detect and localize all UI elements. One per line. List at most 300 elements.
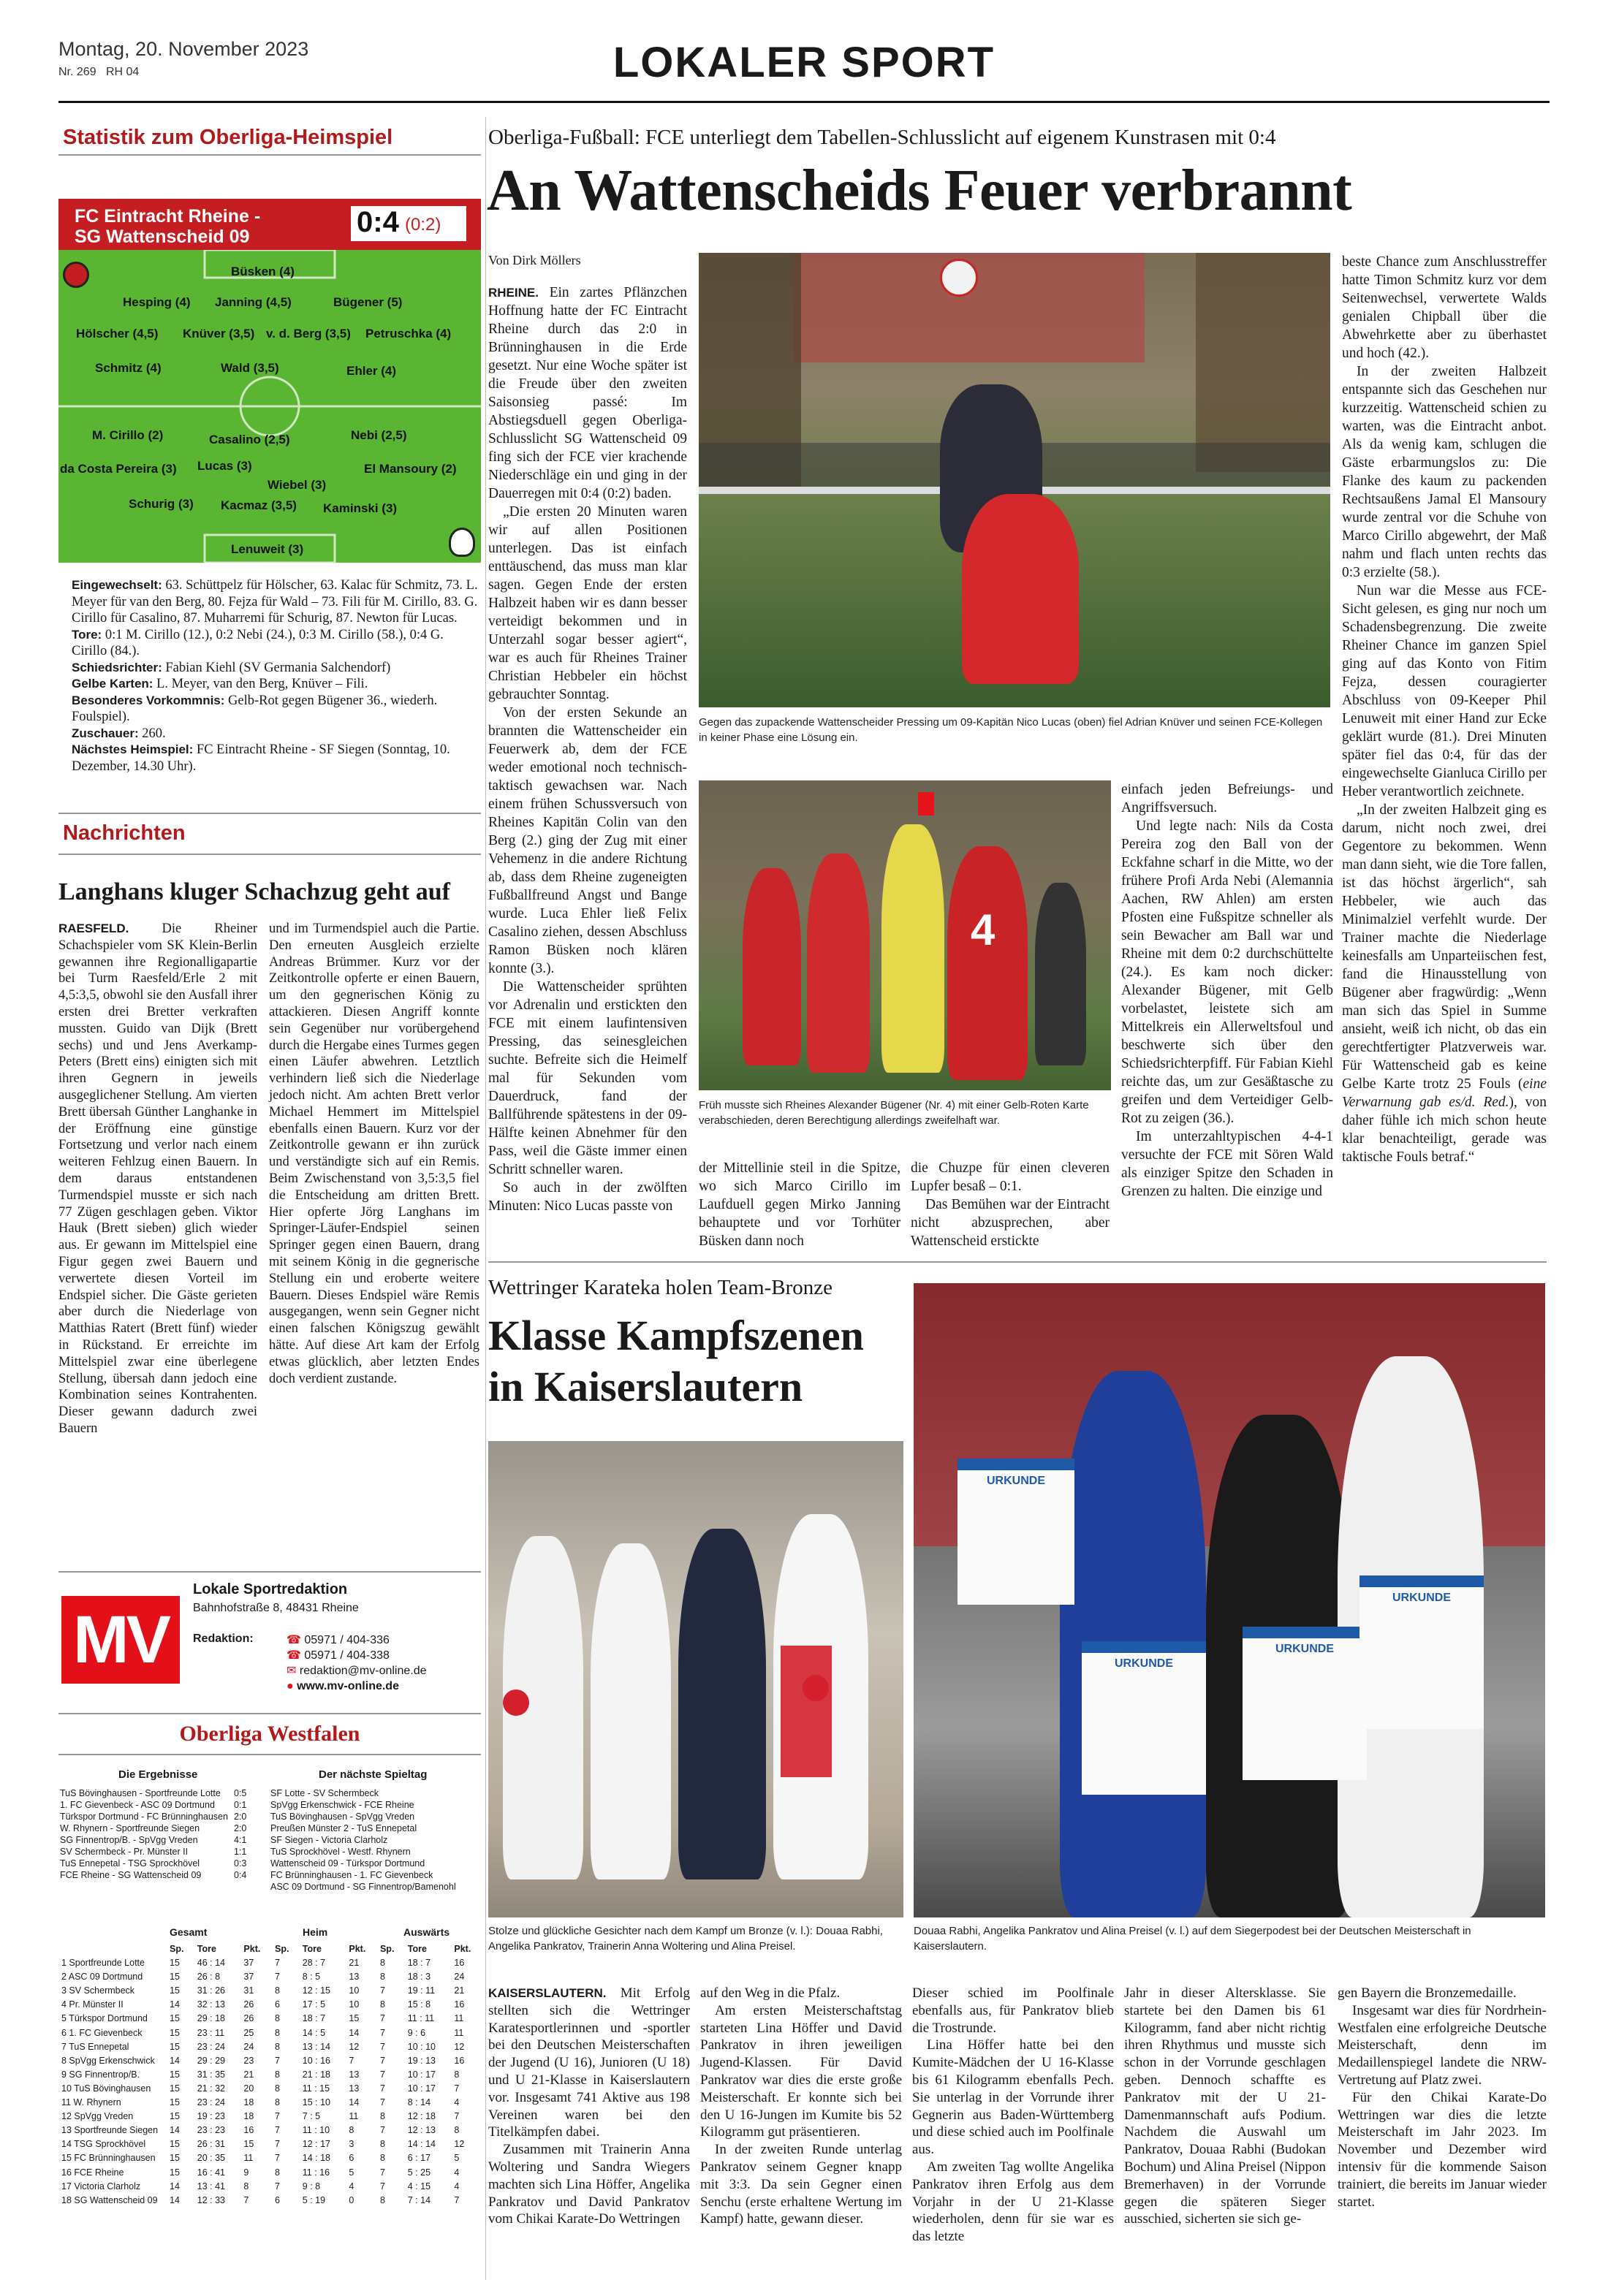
table-cell: 15	[170, 1985, 180, 1996]
table-cell: 7	[379, 2083, 385, 2094]
table-cell: 7	[274, 2139, 280, 2150]
stats-details	[72, 577, 478, 775]
table-row	[58, 1956, 482, 1970]
table-cell: 26	[243, 1999, 254, 2010]
table-cell: 8	[379, 2153, 385, 2164]
author: Von Dirk Möllers	[488, 253, 581, 267]
table-cell: 37	[243, 1972, 254, 1983]
table-team: 17 Victoria Clarholz	[61, 2181, 141, 2192]
photo-red-card	[699, 780, 1111, 1090]
table-cell: 14	[170, 2055, 180, 2066]
table-cell: 15	[170, 2069, 180, 2080]
table-cell: 18 : 3	[407, 1972, 431, 1983]
detail-line: Nächstes Heimspiel: FC Eintracht Rheine - SF Siegen (Sonntag, 10. Dezember, 14.30 Uhr).	[72, 742, 450, 774]
table-cell: 21	[349, 1958, 360, 1969]
team-home: FC Eintracht Rheine -	[75, 206, 261, 227]
table-cell: 11	[349, 2111, 359, 2122]
fixture-match: Preußen Münster 2 - TuS Ennepetal	[270, 1823, 417, 1833]
divider	[58, 154, 481, 156]
table-cell: 8	[454, 2069, 460, 2080]
table-cell: 14	[170, 1999, 180, 2010]
table-team: 12 SpVgg Vreden	[61, 2111, 134, 2122]
player-label: Schurig (3)	[129, 497, 194, 511]
table-cell: 12 : 13	[407, 2125, 436, 2136]
player-label: Hölscher (4,5)	[76, 327, 159, 341]
table-cell: 7	[379, 2181, 385, 2192]
divider	[58, 1571, 481, 1573]
main-column-3: die Chuzpe für einen cleveren Lupfer besaß – 0:1. Das Bemühen war der Eintracht nicht abzusprechen, aber Wattenscheid erstickte	[911, 1160, 1110, 1249]
table-cell: 24	[454, 1972, 465, 1983]
player-label: Casalino (2,5)	[209, 433, 290, 446]
table-cell: 7	[274, 2181, 280, 2192]
table-cell: 7	[379, 2097, 385, 2108]
result-row	[57, 1787, 249, 1799]
table-cell: 19 : 13	[407, 2055, 436, 2066]
player-label: Lucas (3)	[197, 459, 252, 473]
table-team: 15 FC Brünninghausen	[61, 2153, 156, 2164]
table-header-team	[58, 1942, 167, 1956]
table-cell: 8	[379, 1972, 385, 1983]
result-match: W. Rhynern - Sportfreunde Siegen	[60, 1823, 200, 1833]
group-auswaerts: Auswärts	[403, 1926, 450, 1938]
player-label: Hesping (4)	[123, 295, 191, 309]
soccer-ball	[940, 259, 978, 297]
table-team: 1 Sportfreunde Lotte	[61, 1958, 145, 1969]
table-team: 16 FCE Rheine	[61, 2167, 124, 2178]
table-cell: 8	[349, 2125, 354, 2136]
result-score: 4:1	[233, 1835, 247, 1845]
result-match: TuS Bövinghausen - Sportfreunde Lotte	[60, 1788, 221, 1798]
red-card	[918, 792, 934, 816]
table-cell: 5 : 19	[302, 2194, 326, 2205]
table-cell: 7	[379, 2125, 385, 2136]
table-cell: 10 : 10	[407, 2041, 436, 2052]
table-cell: 25	[243, 2027, 254, 2038]
fixture-match: TuS Bövinghausen - SpVgg Vreden	[270, 1812, 415, 1822]
table-cell: 7	[274, 1972, 280, 1983]
fixture-match: Wattenscheid 09 - Türkspor Dortmund	[270, 1858, 425, 1869]
result-row	[57, 1834, 249, 1846]
karate-column-5: gen Bayern die Bronzemedaille. Insgesamt war dies für Nordrhein-Westfalen eine erfolgreiche Deutsche Meisterschaft, denn im Medaillenspiegel landete die NRW-Vertretung auf Platz zwei. Für den Chikai Karate-Do Wettringen war dies die letzte Meisterschaft im Jahr 2023. Im November und Dezember wird intensiv für die kommende Saison trainiert, die bereits im Januar wieder startet.	[1338, 1985, 1547, 2210]
contact-label: Redaktion:	[193, 1632, 254, 1645]
table-cell: 6	[274, 1999, 280, 2010]
phone-1[interactable]: ☎ 05971 / 404-336	[287, 1634, 390, 1646]
header-rule	[58, 101, 1550, 103]
table-team: 4 Pr. Münster II	[61, 1999, 124, 2010]
karate-kicker: Wettringer Karateka holen Team-Bronze	[488, 1276, 833, 1299]
table-cell: 13 : 14	[302, 2041, 330, 2052]
table-cell: 8	[274, 2013, 280, 2024]
karate-column-3: Dieser schied im Poolfinale ebenfalls aus, für Pankratov blieb die Trostrunde. Lina Höffer hatte bei den Kumite-Mädchen der U 16-Klasse bis 61 Kilogramm ebenfalls Pech. Sie unterlag in der Vorrunde ihrer Gegnerin aus Baden-Württemberg und diese schied auch im Poolfinale aus. Am zweiten Tag wollte Angelika Pankratov ihren Erfolg aus dem Vorjahr in der U 21-Klasse wiederholen, denn für sie war es das letzte	[912, 1985, 1114, 2245]
table-cell: 8	[379, 1999, 385, 2010]
main-headline: An Wattenscheids Feuer verbrannt	[487, 159, 1352, 223]
table-cell: 8 : 5	[302, 1972, 321, 1983]
table-cell: 7	[454, 2111, 460, 2122]
email-link[interactable]: ✉ redaktion@mv-online.de	[287, 1665, 427, 1677]
table-row	[58, 2166, 482, 2180]
table-cell: 11 : 10	[302, 2125, 330, 2136]
table-cell: 7	[379, 2027, 385, 2038]
table-cell: 15 : 8	[407, 1999, 431, 2010]
table-team: 8 SpVgg Erkenschwick	[61, 2055, 155, 2066]
table-cell: 14	[170, 2125, 180, 2136]
table-header: Pkt.	[454, 1944, 471, 1954]
table-cell: 7	[274, 2153, 280, 2164]
next-matchday-table	[268, 1787, 508, 1893]
table-row	[58, 2068, 482, 2082]
phone-2[interactable]: ☎ 05971 / 404-338	[287, 1649, 390, 1662]
table-cell: 10	[349, 1985, 360, 1996]
table-cell: 15	[170, 1958, 180, 1969]
table-cell: 12 : 33	[197, 2194, 226, 2205]
table-header: Tore	[197, 1944, 216, 1954]
table-cell: 15	[170, 2097, 180, 2108]
table-cell: 10 : 17	[407, 2069, 436, 2080]
table-cell: 12	[454, 2041, 465, 2052]
table-header: Pkt.	[243, 1944, 261, 1954]
table-cell: 11 : 11	[407, 2013, 435, 2024]
contact-list	[287, 1632, 427, 1694]
karate-caption-1: Stolze und glückliche Gesichter nach dem Kampf um Bronze (v. l.): Douaa Rabhi, Angelika Pankratov, Trainerin Anna Woltering und Alina Preisel.	[488, 1925, 883, 1953]
main-column-4: einfach jeden Befreiungs- und Angriffsversuch. Und legte nach: Nils da Costa Pereira zog den Ball von der Eckfahne scharf in die Mitte, wo der frühere Profi Arda Nebi (Alemannia Aachen, RW Ahlen) am ersten Pfosten eine Fußspitze schneller als sein Bewacher am Ball war und Rheine mit dem 0:2 durchschüttelte (24.). Es kam noch dicker: Alexander Bügener, mit Gelb vorbelastet, leistete sich am Mittelkreis ein Allerweltsfoul und beschwerte sich über den Schiedsrichterpfiff. Für Fabian Kiehl reichte das, um zur Gesäßtasche zu greifen und dem Verteidiger Gelb-Rot zu zeigen (36.). Im unterzahltypischen 4-4-1 versuchte der FCE mit Sören Wald als einziger Spitze den Schaden in Grenzen zu halten. Die einzige und	[1121, 782, 1333, 1199]
divider	[58, 813, 481, 814]
table-cell: 32 : 13	[197, 1999, 226, 2010]
table-cell: 15	[170, 2083, 180, 2094]
table-cell: 15	[170, 2013, 180, 2024]
fixture-row	[268, 1846, 508, 1858]
main-column-5: beste Chance zum Anschlusstreffer hatte Timon Schmitz kurz vor dem Seitenwechsel, verwertete Walds genialen Chipball über die Abwehrkette aber zu überhastet und hoch (42.). In der zweiten Halbzeit entspannte sich das Geschehen nur kurzzeitig. Wattenscheid schien zu warten, was die Eintracht anbot. Als da wenig kam, schlugen die Gäste erbarmungslos zu: Die Flanke des kaum zu packenden Rechtsaußens Jamal El Mansoury wurde zentral vor die Schuhe von Marco Cirillo abgewehrt, der Maß nahm und flach unten rechts das 0:3 erzielte (58.). Nun war die Messe aus FCE-Sicht gelesen, es ging nur noch um Schadensbegrenzung. Die zweite Rheiner Chance im ganzen Spiel ging auf das Konto von Fitim Fejza, dessen couragierter Abschluss von 09-Keeper Phil Lenuweit mit einer Hand zur Ecke geklärt wurde (81.). Drei Minuten später fiel das 0:4, für das der eingewechselte Gianluca Cirillo per Heber verantwortlich zeichnete. „In der zweiten Halbzeit ging es darum, nicht noch zwei, drei Gegentore zu bekommen. Wenn man dann sieht, wie die Tore fallen, ist das höchst ärgerlich“, sah Hebbeler, wie auch das Minimalziel verfehlt wurde. Der Trainer machte die Niederlage keinesfalls am Unparteiischen fest, fand die Hinausstellung von Bügener aber fragwürdig: „Wenn man sich das Spiel in Summe ansieht, weiß ich nicht, ob das ein gerechtfertigter Platzverweis war. Für Wattenscheid gab es keine Gelbe Karte trotz 25 Fouls (eine Verwarnung gab es/d. Red.), von daher fühle ich mich schon heute klar benachteiligt, gerade was taktische Fouls betraf.“	[1342, 254, 1547, 1165]
table-cell: 19 : 23	[197, 2111, 226, 2122]
team-away: SG Wattenscheid 09	[75, 227, 250, 247]
table-cell: 8	[274, 2027, 280, 2038]
table-cell: 7	[379, 1985, 385, 1996]
fixture-row	[268, 1799, 508, 1811]
table-cell: 12 : 15	[302, 1985, 330, 1996]
table-team: 2 ASC 09 Dortmund	[61, 1972, 143, 1983]
issue-number: Nr. 269 RH 04	[58, 66, 140, 78]
table-cell: 7	[274, 2125, 280, 2136]
table-header: Pkt.	[349, 1944, 366, 1954]
table-team: 10 TuS Bövinghausen	[61, 2083, 151, 2094]
league-title: Oberliga Westfalen	[179, 1722, 360, 1746]
table-cell: 46 : 14	[197, 1958, 226, 1969]
next-heading: Der nächste Spieltag	[319, 1768, 428, 1781]
table-cell: 13	[349, 2083, 360, 2094]
table-cell: 8	[379, 2139, 385, 2150]
news-title: Langhans kluger Schachzug geht auf	[58, 878, 450, 905]
photo-caption-2: Früh musste sich Rheines Alexander Bügener (Nr. 4) mit einer Gelb-Roten Karte verabschieden, deren Berechtigung allerdings zweifelhaft war.	[699, 1099, 1089, 1127]
table-cell: 8	[274, 2167, 280, 2178]
table-cell: 7	[379, 2055, 385, 2066]
table-cell: 37	[243, 1958, 254, 1969]
table-cell: 6 : 17	[407, 2153, 431, 2164]
globe-icon: ●	[287, 1680, 297, 1692]
table-row	[58, 2082, 482, 2096]
detail-line: Besonderes Vorkommnis: Gelb-Rot gegen Bügener 36., wiederh. Foulspiel).	[72, 693, 438, 724]
stats-title: Statistik zum Oberliga-Heimspiel	[63, 126, 393, 149]
table-cell: 7	[274, 2055, 280, 2066]
table-row	[58, 2096, 482, 2110]
table-cell: 15	[349, 2013, 360, 2024]
player-label: M. Cirillo (2)	[92, 428, 164, 442]
table-cell: 11	[454, 2013, 464, 2024]
table-cell: 18	[243, 2111, 254, 2122]
table-header: Tore	[407, 1944, 427, 1954]
table-cell: 7	[379, 2167, 385, 2178]
table-row	[58, 2124, 482, 2137]
fixture-row	[268, 1858, 508, 1869]
table-cell: 26	[243, 2013, 254, 2024]
table-cell: 18 : 7	[302, 2013, 326, 2024]
karate-column-1: KAISERSLAUTERN. Mit Erfolg stellten sich die Wettringer Karatesportlerinnen und -sportler bei den Deutschen Meisterschaften der Jugend (U 16), Junioren (U 18) und U 21-Klasse in Kaiserslautern vor. Insgesamt 741 Aktive aus 198 Vereinen waren bei den Titelkämpfen dabei. Zusammen mit Trainerin Anna Woltering und Sandra Wiegers machten sich Lina Höffer, Angelika Pankratov und David Pankratov vom Chikai Karate-Do Wettringen	[488, 1985, 690, 2227]
table-cell: 21	[454, 1985, 465, 1996]
table-cell: 10	[349, 1999, 360, 2010]
result-match: Türkspor Dortmund - FC Brünninghausen	[60, 1812, 228, 1822]
table-cell: 7 : 14	[407, 2194, 431, 2205]
fixture-row	[268, 1822, 508, 1834]
table-cell: 17 : 5	[302, 1999, 326, 2010]
table-cell: 11 : 15	[302, 2083, 330, 2094]
table-team: 3 SV Schermbeck	[61, 1985, 135, 1996]
table-row	[58, 2180, 482, 2194]
result-match: SV Schermbeck - Pr. Münster II	[60, 1847, 189, 1857]
table-cell: 8 : 14	[407, 2097, 431, 2108]
result-match: SG Finnentrop/B. - SpVgg Vreden	[60, 1835, 198, 1845]
player-label: Nebi (2,5)	[351, 428, 407, 442]
table-row	[58, 2110, 482, 2124]
result-row	[57, 1799, 249, 1811]
player-label: Petruschka (4)	[365, 327, 452, 341]
table-cell: 16	[454, 1958, 465, 1969]
player-label: Kacmaz (3,5)	[221, 498, 297, 512]
table-cell: 13	[349, 2069, 360, 2080]
red-belt	[781, 1646, 832, 1777]
referee-silhouette	[881, 824, 944, 1073]
table-cell: 8	[379, 2194, 385, 2205]
table-cell: 7	[379, 2041, 385, 2052]
table-cell: 18 : 7	[407, 1958, 431, 1969]
table-row	[58, 2054, 482, 2068]
certificate: URKUNDE	[1243, 1627, 1367, 1780]
table-team: 5 Türkspor Dortmund	[61, 2013, 148, 2024]
divider	[58, 854, 481, 855]
table-cell: 7	[243, 2194, 249, 2205]
table-cell: 21 : 18	[302, 2069, 330, 2080]
table-cell: 7	[454, 2083, 460, 2094]
table-cell: 5	[454, 2153, 460, 2164]
table-cell: 15	[170, 2027, 180, 2038]
league-table	[58, 1942, 482, 2208]
table-cell: 7	[274, 1958, 280, 1969]
jersey-number: 4	[971, 905, 995, 954]
table-cell: 29 : 29	[197, 2055, 226, 2066]
player-label: Lenuweit (3)	[231, 542, 304, 556]
table-cell: 7	[349, 2055, 354, 2066]
divider	[58, 1754, 481, 1755]
result-row	[57, 1822, 249, 1834]
fixture-row	[268, 1811, 508, 1822]
player-silhouette	[1035, 883, 1086, 1065]
trees	[1196, 253, 1330, 472]
table-cell: 7	[274, 2111, 280, 2122]
table-cell: 7 : 5	[302, 2111, 321, 2122]
fixture-match: FC Brünninghausen - 1. FC Gievenbeck	[270, 1870, 433, 1880]
web-link[interactable]: ● www.mv-online.de	[287, 1680, 399, 1692]
table-header: Sp.	[379, 1944, 395, 1954]
result-match: 1. FC Gievenbeck - ASC 09 Dortmund	[60, 1800, 215, 1810]
player-label: Schmitz (4)	[95, 361, 162, 375]
table-cell: 23	[243, 2055, 254, 2066]
photo-caption-1: Gegen das zupackende Wattenscheider Pressing um 09-Kapitän Nico Lucas (oben) fiel Adrian Knüver und seinen FCE-Kollegen in keiner Phase eine Lösung ein.	[699, 716, 1323, 744]
table-cell: 16	[454, 2055, 465, 2066]
result-row	[57, 1858, 249, 1869]
result-match: TuS Ennepetal - TSG Sprockhövel	[60, 1858, 200, 1869]
final-score: 0:4	[357, 206, 399, 238]
table-cell: 8	[274, 1985, 280, 1996]
table-cell: 5	[349, 2167, 354, 2178]
player-red-shirt	[962, 494, 1079, 684]
player-label: Knüver (3,5)	[183, 327, 255, 341]
table-row	[58, 2026, 482, 2040]
result-score: 1:1	[233, 1847, 247, 1857]
main-column-2: der Mittellinie steil in die Spitze, wo sich Marco Cirillo im Laufduell gegen Mirko Janning behauptete und vor Torhüter Büsken dann noch	[699, 1160, 900, 1249]
player-silhouette	[807, 854, 870, 1073]
table-cell: 14	[170, 2194, 180, 2205]
karate-column-2: auf den Weg in die Pfalz. Am ersten Meisterschaftstag starteten Lina Höffer und David Pankratov in ihren jeweiligen Jugend-Klassen. Für David Pankratov war dies die erste große Meisterschaft. Er konnte sich bei den U 16-Jungen im Kumite bis 52 Kilogramm gut präsentieren. In der zweiten Runde unterlag Pankratov seinem Gegner knapp mit 3:3. Da sein Gegner einen Senchu (erste erhaltene Wertung im Kampf) hatte, gewann dieser.	[700, 1985, 902, 2227]
athlete-silhouette	[591, 1543, 671, 1879]
contact-title: Lokale Sportredaktion	[193, 1581, 348, 1597]
red-glove	[503, 1689, 529, 1716]
certificate: URKUNDE	[1082, 1641, 1206, 1795]
table-cell: 14 : 18	[302, 2153, 330, 2164]
photo-karate-team	[488, 1441, 903, 1917]
table-cell: 10 : 16	[302, 2055, 330, 2066]
table-row	[58, 2012, 482, 2026]
fixture-match: ASC 09 Dortmund - SG Finnentrop/Bamenohl	[270, 1882, 456, 1892]
coach-silhouette	[678, 1529, 766, 1879]
result-score: 2:0	[233, 1823, 247, 1833]
table-row	[58, 2137, 482, 2151]
edition-date: Montag, 20. November 2023	[58, 38, 309, 60]
table-cell: 15	[170, 2041, 180, 2052]
player-label: Büsken (4)	[231, 265, 295, 278]
table-cell: 7	[454, 2194, 460, 2205]
table-cell: 23 : 24	[197, 2041, 226, 2052]
table-team: 14 TSG Sprockhövel	[61, 2139, 146, 2150]
table-cell: 21 : 32	[197, 2083, 226, 2094]
halftime-score: (0:2)	[405, 215, 441, 235]
table-cell: 15	[170, 2111, 180, 2122]
table-cell: 8	[379, 2111, 385, 2122]
table-team: 13 Sportfreunde Siegen	[61, 2125, 159, 2136]
table-cell: 14 : 14	[407, 2139, 436, 2150]
detail-line: Schiedsrichter: Fabian Kiehl (SV Germania Salchendorf)	[72, 660, 391, 675]
table-cell: 4	[349, 2181, 354, 2192]
certificate: URKUNDE	[1359, 1575, 1484, 1729]
player-label: v. d. Berg (3,5)	[266, 327, 351, 341]
mail-icon: ✉	[287, 1665, 300, 1677]
karate-headline-2: in Kaiserslautern	[488, 1363, 803, 1410]
table-cell: 9	[243, 2167, 249, 2178]
table-cell: 10 : 17	[407, 2083, 436, 2094]
table-header: Sp.	[170, 1944, 184, 1954]
player-label: El Mansoury (2)	[364, 462, 457, 476]
table-row	[58, 2194, 482, 2208]
fixture-row	[268, 1834, 508, 1846]
table-cell: 5 : 25	[407, 2167, 431, 2178]
news-column-1: RAESFELD. Die Rheiner Schachspieler vom SK Klein-Berlin gewannen ihre Regionalligapartie bei Turm Raesfeld/Erle 2 mit 4,5:3,5, obwohl sie den Ausfall ihrer ersten drei Bretter verkraften mussten. Guido van Dijk (Brett sechs) und und Jens Averkamp-Peters (Brett eins) einigten sich mit ihren Gegnern in jeweils ausgeglichener Stellung. Am vierten Brett übersah Günther Langhanke in der Eröffnung eine günstige Fortsetzung und verlor nach einem weiteren Fehlzug einen Bauern. In dem daraus entstandenen Turmendspiel musste er sich nach 77 Zügen geschlagen geben. Viktor Hauk (Brett sieben) glich wieder aus. Er gewann im Mittelspiel eine Figur gegen zwei Bauern und verwertete diesen Vorteil im Endspiel sicher. Die Gäste gerieten aber durch die Niederlage von Matthias Ratert (Brett fünf) wieder in Rückstand. Er erreichte im Mittelspiel zwar eine überlegene Stellung, übersah dann jedoch eine Kombination seines Kontrahenten. Dieser gewann dadurch zwei Bauern	[58, 921, 257, 1436]
result-score: 0:5	[233, 1788, 247, 1798]
table-cell: 29 : 18	[197, 2013, 226, 2024]
stats-box	[58, 126, 481, 156]
column-rule	[485, 117, 486, 2280]
results-table	[57, 1787, 249, 1881]
table-cell: 31 : 35	[197, 2069, 226, 2080]
result-row	[57, 1846, 249, 1858]
table-cell: 12	[349, 2041, 360, 2052]
table-cell: 11	[454, 2027, 464, 2038]
karate-caption-2: Douaa Rabhi, Angelika Pankratov und Alina Preisel (v. l.) auf dem Siegerpodest bei der Deutschen Meisterschaft in Kaiserslautern.	[914, 1925, 1471, 1953]
table-cell: 8	[243, 2181, 249, 2192]
divider	[58, 1713, 481, 1714]
table-cell: 18	[243, 2097, 254, 2108]
table-cell: 28 : 7	[302, 1958, 326, 1969]
table-team: 9 SG Finnentrop/B.	[61, 2069, 140, 2080]
table-cell: 9 : 8	[302, 2181, 321, 2192]
main-kicker: Oberliga-Fußball: FCE unterliegt dem Tabellen-Schlusslicht auf eigenem Kunstrasen mit 0:4	[488, 126, 1276, 149]
table-team: 11 W. Rhynern	[61, 2097, 121, 2108]
certificate: URKUNDE	[957, 1459, 1074, 1605]
fixture-match: SF Siegen - Victoria Clarholz	[270, 1835, 388, 1845]
lineup-graphic	[58, 199, 481, 563]
detail-line: Gelbe Karten: L. Meyer, van den Berg, Knüver – Fili.	[72, 677, 368, 691]
table-cell: 8	[454, 2125, 460, 2136]
detail-line: Eingewechselt: 63. Schüttpelz für Hölscher, 63. Kalac für Schmitz, 73. L. Meyer für van den Berg, 80. Fejza für Wald – 73. Fili für M. Cirillo, 83. G. Cirillo für Casalino, 87. Muharremi für Schurig, 87. Newton für Lucas.	[72, 578, 478, 626]
table-cell: 3	[349, 2139, 354, 2150]
result-score: 2:0	[233, 1812, 247, 1822]
table-team: 7 TuS Ennepetal	[61, 2041, 129, 2052]
news-column-2: und im Turmendspiel auch die Partie. Den erneuten Ausgleich erzielte Andreas Brümmer. Kurz vor der Zeitkontrolle opferte er einen Bauern, um den gegnerischen König zu attackieren. Diesen Angriff konnte sein Gegenüber nur vorübergehend durch die Hergabe eines Turmes gegen einen Läufer abwehren. Letztlich verhindern ließ sich die Niederlage jedoch nicht. Am achten Brett verlor Michael Hemmert im Mittelspiel ebenfalls einen Bauern. Kurz vor der Zeitkontrolle gewann er ihn zurück und verständigte sich auf ein Remis. Beim Zwischenstand von 3,5:3,5 fiel die Entscheidung am dritten Brett. Hier opferte Jörg Langhans im Springer-Läufer-Endspiel seinen Springer gegen einen Bauern, drang mit seinem König in die gegnerische Stellung ein und eroberte weitere Bauern. Dieses Endspiel wäre Remis ausgegangen, wenn sein Gegner nicht einen falschen Königszug gewählt hätte. Auf diese Art kam der Erfolg etwas glücklich, aber letzten Endes doch verdient zustande.	[269, 921, 479, 1386]
fixture-row	[268, 1869, 508, 1881]
article-rule	[488, 1261, 1547, 1263]
table-row	[58, 1984, 482, 1998]
result-match: FCE Rheine - SG Wattenscheid 09	[60, 1870, 202, 1880]
table-cell: 9 : 6	[407, 2027, 426, 2038]
table-cell: 14	[349, 2027, 360, 2038]
fixture-row	[268, 1881, 508, 1893]
table-cell: 8	[274, 2097, 280, 2108]
photo-karate-podium	[914, 1283, 1545, 1917]
table-cell: 15 : 10	[302, 2097, 330, 2108]
table-cell: 6	[349, 2153, 354, 2164]
table-cell: 8	[379, 1958, 385, 1969]
away-club-logo	[449, 528, 475, 557]
table-cell: 11 : 16	[302, 2167, 330, 2178]
table-cell: 0	[349, 2194, 354, 2205]
table-cell: 6	[274, 2194, 280, 2205]
table-header: Tore	[302, 1944, 322, 1954]
table-cell: 15	[243, 2139, 254, 2150]
result-row	[57, 1811, 249, 1822]
table-cell: 31 : 26	[197, 1985, 226, 1996]
player-label: Wiebel (3)	[268, 478, 327, 492]
table-row	[58, 2040, 482, 2054]
fixture-match: SpVgg Erkenschwick - FCE Rheine	[270, 1800, 414, 1810]
table-cell: 4 : 15	[407, 2181, 431, 2192]
main-column-1: RHEINE. Ein zartes Pflänzchen Hoffnung hatte der FC Eintracht Rheine durch das 2:0 in Brünninghausen in die Erde gesetzt. Nur eine Woche später ist die Freude über den zweiten Saisonsieg passé: Im Abstiegsduell gegen Oberliga-Schlusslicht SG Wattenscheid 09 fing sich der FCE vier krachende Niederschläge ein und ging in der Dauerregen mit 0:4 (0:2) baden. „Die ersten 20 Minuten waren wir auf allen Positionen unterlegen. Das ist einfach enttäuschend, das muss man klar sagen. Gegen Ende der ersten Halbzeit haben wir es dann besser verteidigt bekommen und in Unterzahl sogar besser agiert“, war es auch für Rheines Trainer Christian Hebbeler ein höchst gebrauchter Sonntag. Von der ersten Sekunde an brannten die Wattenscheider ein Feuerwerk ab, dem der FCE weder emotional noch technisch-taktisch gewachsen war. Nach einem frühen Schussversuch von Rheines Kapitän Colin van den Berg (2.) ging der Zug mit einer Vehemenz in die andere Richtung ab, dass dem Rheine zugeneigten Fußballfreund Angst und Bange wurde. Luca Ehler ließ Felix Casalino ziehen, dessen Abschluss Ramon Büsken noch klären konnte (3.). Die Wattenscheider sprühten vor Adrenalin und erstickten den FCE mit einem laufintensiven Pressing, das seinesgleichen suchte. Befreite sich die Heimelf mal für Sekunden vom Dauerdruck, fand der Ballführende spätestens in der 09-Hälfte keinen Abnehmer für den Pass, weil die Gäste immer einen Schritt schneller waren. So auch in der zwölften Minuten: Nico Lucas passte von	[488, 285, 687, 1214]
result-score: 0:1	[233, 1800, 247, 1810]
table-cell: 21	[243, 2069, 254, 2080]
